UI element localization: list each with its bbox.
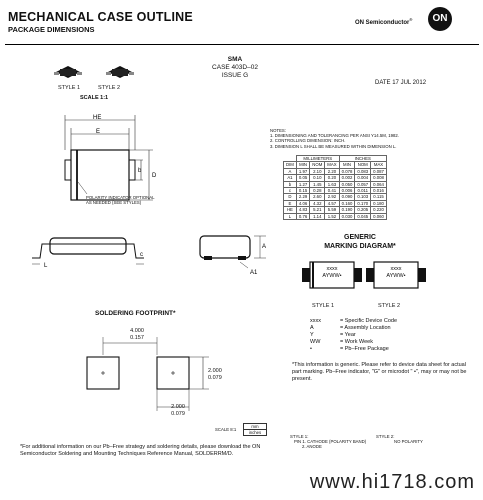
table-header-cell: MAX [325,162,339,168]
footprint-dim-bottom-in: 0.079 [171,411,185,417]
table-cell: 0.115 [371,194,387,200]
table-header-cell: DIM [284,162,297,168]
table-cell: 0.090 [339,194,355,200]
dim-l-label: L [44,263,48,269]
style1-notes-title: STYLE 1: [290,434,309,439]
footprint-dim-right-mm: 2.000 [208,368,222,374]
table-cell: 0.190 [339,207,355,213]
footprint-title: SOLDERING FOOTPRINT* [95,310,176,317]
dim-c-label: c [140,252,143,258]
header-rule [5,44,479,45]
watermark: www.hi1718.com [309,471,475,493]
table-cell: 0.103 [355,194,371,200]
package-info [185,56,285,80]
table-cell: 1.14 [310,213,325,219]
table-cell: 0.76 [296,213,309,219]
legend-value: = Specific Device Code [340,318,398,324]
legend-value: = Assembly Location [340,325,391,331]
table-header-cell: MIN [296,162,309,168]
footprint-dim-bottom [163,404,193,418]
legend-key: A [310,325,314,331]
table-header-cell: MAX [371,162,387,168]
package-style1-icon [54,66,82,78]
footprint-dim-right [208,368,222,382]
style1-pin1: PIN 1. CATHODE (POLARITY BAND) [294,439,367,445]
table-group-inches: INCHES [339,156,386,162]
table-cell: 0.011 [355,188,371,194]
table-cell: 1.45 [310,181,325,187]
table-cell: 4.83 [296,207,309,213]
marking-legend [310,318,460,353]
marking-title [300,234,420,251]
table-cell: b [284,181,297,187]
table-cell: 5.21 [310,207,325,213]
table-cell: 1.97 [296,168,309,174]
table-cell: 0.05 [296,175,309,181]
table-cell: A [284,168,297,174]
table-header-cell: MIN [339,162,355,168]
table-cell: 0.083 [355,168,371,174]
dim-a-label: A [262,244,267,250]
table-cell: 5.59 [325,207,339,213]
style2-notes [376,434,456,444]
footprint-dim-top-mm: 4.000 [130,328,144,334]
marking-note: *This information is generic. Please refer to device data sheet for actual part marking. Pb–Free indicator, "G" or microdot " •", may or may not be present. [292,362,467,382]
table-cell: 2.29 [296,194,309,200]
table-cell: 0.004 [355,175,371,181]
footprint-units [243,423,267,436]
table-cell: 1.63 [325,181,339,187]
brand-name: ON Semiconductor® [355,17,413,26]
table-cell: HE [284,207,297,213]
style2-text: NO POLARITY [394,439,423,445]
legend-key: Y [310,332,314,338]
page-subtitle: PACKAGE DIMENSIONS [8,25,95,34]
table-header-cell: NOM [355,162,371,168]
chip1-device-code: xxxx [326,266,338,272]
table-cell: 0.045 [355,213,371,219]
table-cell: L [284,213,297,219]
marking-style1-label: STYLE 1 [312,303,335,309]
note-line: 2. CONTROLLING DIMENSION: INCH. [270,138,346,144]
note-line: 1. DIMENSIONING AND TOLERANCING PER ANSI Y14.5M, 1982. [270,133,399,139]
legend-item [310,332,460,339]
polarity-note: POLARITY INDICATOR OPTIONAL AS NEEDED (SEE STYLES) [86,195,155,206]
table-cell: 1.52 [325,213,339,219]
table-cell: 0.20 [325,175,339,181]
table-cell: 0.016 [371,188,387,194]
legend-item [310,339,460,346]
table-cell: 1.27 [296,181,309,187]
table-cell: 0.28 [310,188,325,194]
table-cell: 0.180 [371,200,387,206]
table-cell: c [284,188,297,194]
footprint-dim-bottom-mm: 2.000 [171,404,185,410]
table-cell: 0.008 [371,175,387,181]
on-logo: ON [428,7,452,31]
table-cell: 2.10 [310,168,325,174]
table-cell: 0.060 [371,213,387,219]
legend-key: • [310,346,312,352]
table-cell: 4.57 [325,200,339,206]
dimension-table [283,155,387,220]
style1-notes [290,434,370,450]
table-cell: 0.057 [355,181,371,187]
table-group-mm: MILLIMETERS [296,156,339,162]
top-view-drawing [35,110,175,230]
table-cell: 0.205 [355,207,371,213]
table-cell: 2.60 [310,194,325,200]
chip2-assembly-code: AYWW• [386,273,406,279]
package-date: DATE 17 JUL 2012 [375,80,427,86]
package-icons [50,60,150,84]
chip1-assembly-code: AYWW• [322,273,342,279]
notes-block [270,128,460,149]
dim-a1-label: A1 [250,270,258,276]
table-cell: 0.220 [371,207,387,213]
legend-item [310,346,460,353]
footprint-note: *For additional information on our Pb–Free strategy and soldering details, please download the ON Semiconductor Soldering and Mounting Techniques Reference Manual, SOLDERRM/D. [20,444,261,457]
unit-inches: inches [248,430,262,436]
table-cell: 0.078 [339,168,355,174]
table-cell: D [284,194,297,200]
legend-value: = Year [340,332,356,338]
dim-d-label: D [152,173,157,179]
package-name: SMA [227,56,243,63]
dim-e-label: E [96,129,101,135]
footprint-scale: SCALE 8:1 [215,427,237,432]
package-case: CASE 403D–02 [212,64,258,71]
unit-mm: mm [244,424,266,430]
table-cell: 4.32 [310,200,325,206]
table-cell: 2.20 [325,168,339,174]
table-cell: 0.41 [325,188,339,194]
package-issue: ISSUE G [221,72,249,79]
side-view-drawing [30,230,160,280]
legend-key: xxxx [310,318,321,324]
style2-notes-title: STYLE 2: [376,434,395,439]
table-cell: 0.030 [339,213,355,219]
legend-key: WW [310,339,321,345]
dim-b-label: b [138,168,142,174]
chip2-text [374,266,418,280]
table-cell: 0.160 [339,200,355,206]
legend-value: = Pb–Free Package [340,346,389,352]
table-cell: 0.002 [339,175,355,181]
footprint-dim-top-in: 0.157 [130,335,144,341]
dim-he-label: HE [93,115,102,121]
marking-title-line1: GENERIC [344,234,376,241]
package-style2-icon [106,66,134,78]
legend-item [310,325,460,332]
table-cell: 4.06 [296,200,309,206]
legend-value: = Work Week [340,339,373,345]
chip2-device-code: xxxx [390,266,402,272]
table-cell: 0.064 [371,181,387,187]
footprint-dim-top [122,328,152,342]
style1-label: STYLE 1 [58,85,81,91]
table-cell: 0.006 [339,188,355,194]
note-line: NOTES: [270,128,286,133]
table-cell: 0.15 [296,188,309,194]
table-cell: 0.087 [371,168,387,174]
scale-label: SCALE 1:1 [80,95,109,101]
style2-label: STYLE 2 [98,85,121,91]
table-cell: E [284,200,297,206]
chip1-text [310,266,354,280]
table-cell: 0.10 [310,175,325,181]
page-title: MECHANICAL CASE OUTLINE [8,10,193,24]
table-header-cell: NOM [310,162,325,168]
legend-item [310,318,460,325]
marking-style2-label: STYLE 2 [378,303,401,309]
marking-title-line2: MARKING DIAGRAM* [324,242,396,250]
style1-pin2: 2. ANODE [302,444,322,450]
table-cell: 0.050 [339,181,355,187]
table-cell: 2.92 [325,194,339,200]
table-cell: A1 [284,175,297,181]
note-line: 3. DIMENSION L SHALL BE MEASURED WITHIN DIMENSION L. [270,143,397,149]
table-cell: 0.170 [355,200,371,206]
footprint-dim-right-in: 0.079 [208,375,222,381]
end-view-drawing [190,230,270,280]
table-row [284,213,387,219]
